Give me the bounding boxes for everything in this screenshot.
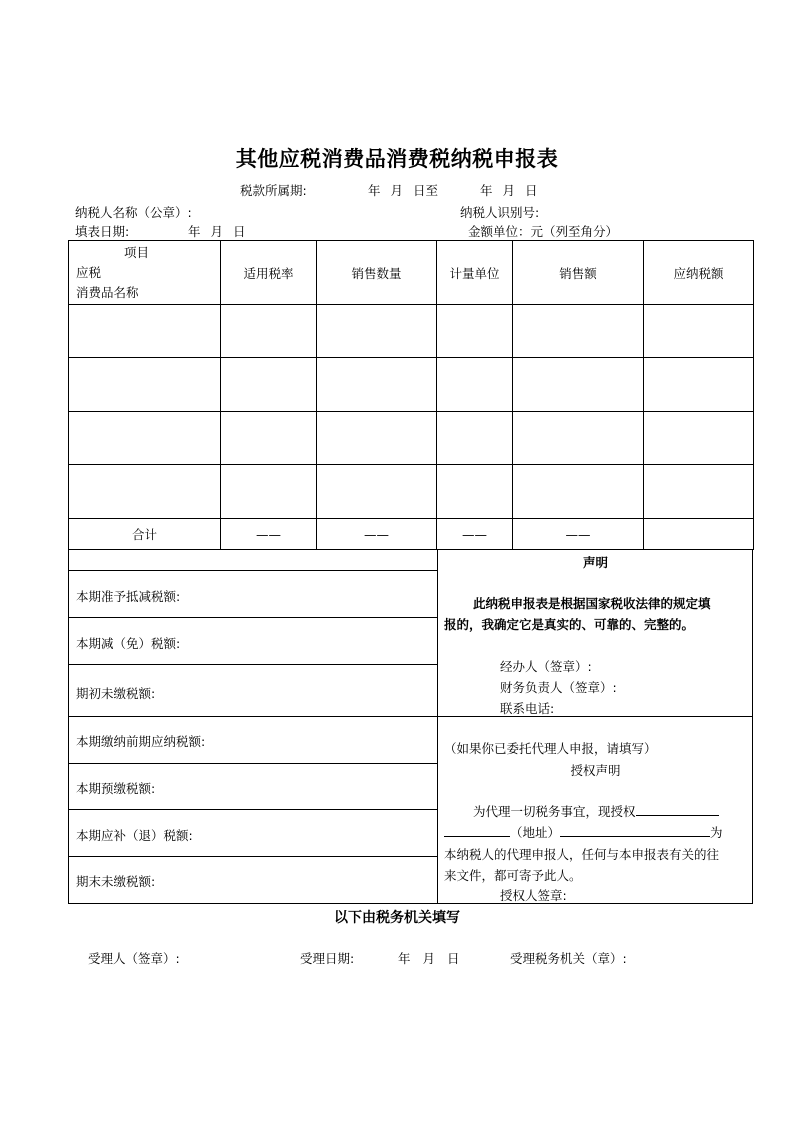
blank-row <box>69 549 437 571</box>
table-cell[interactable] <box>644 465 754 519</box>
list-item[interactable] <box>69 571 437 618</box>
table-cell[interactable] <box>513 412 644 465</box>
authorization-line-2 <box>444 823 723 841</box>
total-row <box>69 519 754 550</box>
receive-date-label: 受理日期: <box>300 951 355 966</box>
authorization-line-3: 本纳税人的代理申报人，任何与本申报表有关的往 <box>444 847 720 862</box>
table-cell[interactable] <box>221 305 317 358</box>
table-cell[interactable] <box>69 305 221 358</box>
header-tax-payable: 应纳税额 <box>644 241 754 305</box>
table-cell[interactable] <box>221 465 317 519</box>
period-label: 税款所属期: <box>240 183 307 198</box>
header-unit: 计量单位 <box>437 241 513 305</box>
total-sales-amount: —— <box>513 519 644 550</box>
authorization-line-1 <box>473 802 719 820</box>
table-cell[interactable] <box>317 412 437 465</box>
table-header-row <box>69 241 754 305</box>
list-item[interactable] <box>69 810 437 857</box>
header-item-bottom: 消费品名称 <box>76 284 139 300</box>
total-label: 合计 <box>69 519 221 550</box>
table-cell[interactable] <box>644 412 754 465</box>
table-cell[interactable] <box>513 465 644 519</box>
header-sales-quantity: 销售数量 <box>317 241 437 305</box>
declaration-text-1: 此纳税申报表是根据国家税收法律的规定填 <box>473 596 711 611</box>
prepaid-tax-label: 本期预缴税额: <box>76 781 156 796</box>
table-cell[interactable] <box>437 358 513 412</box>
total-tax-payable[interactable] <box>644 519 754 550</box>
authorizer-signature-label: 授权人签章: <box>500 888 567 903</box>
finance-head-label: 财务负责人（签章）: <box>500 680 617 695</box>
header-item-cell <box>69 241 221 305</box>
header-item-top: 项目 <box>124 244 150 260</box>
lower-section <box>68 549 753 904</box>
table-cell[interactable] <box>644 358 754 412</box>
total-tax-rate: —— <box>221 519 317 550</box>
list-item[interactable] <box>69 717 437 764</box>
declaration-heading: 声明 <box>582 555 608 570</box>
authorization-box <box>438 716 753 903</box>
total-sales-quantity: —— <box>317 519 437 550</box>
table-cell[interactable] <box>69 465 221 519</box>
receiver-label: 受理人（签章）: <box>88 951 180 966</box>
prior-tax-paid-label: 本期缴纳前期应纳税额: <box>76 734 206 749</box>
table-cell[interactable] <box>69 412 221 465</box>
table-cell[interactable] <box>221 412 317 465</box>
list-item[interactable] <box>69 764 437 810</box>
address-label: （地址） <box>510 825 561 840</box>
declaration-column <box>438 549 753 903</box>
footer-heading: 以下由税务机关填写 <box>334 910 460 926</box>
declaration-text-2: 报的，我确定它是真实的、可靠的、完整的。 <box>444 617 695 632</box>
table-cell[interactable] <box>317 305 437 358</box>
handler-label: 经办人（签章）: <box>500 659 592 674</box>
total-unit: —— <box>437 519 513 550</box>
tax-items-column <box>69 549 438 903</box>
tax-due-refund-label: 本期应补（退）税额: <box>76 828 193 843</box>
table-cell[interactable] <box>437 465 513 519</box>
tax-table <box>68 240 754 550</box>
receive-date-value: 年 月 日 <box>398 951 460 966</box>
taxpayer-name-label: 纳税人名称（公章）: <box>75 205 192 220</box>
opening-unpaid-label: 期初未缴税额: <box>76 686 156 701</box>
declaration-box <box>438 549 753 717</box>
table-row <box>69 358 754 412</box>
table-cell[interactable] <box>437 305 513 358</box>
table-cell[interactable] <box>513 305 644 358</box>
fill-date-value: 年 月 日 <box>188 224 246 239</box>
table-cell[interactable] <box>644 305 754 358</box>
deductible-tax-label: 本期准予抵减税额: <box>76 589 181 604</box>
closing-unpaid-label: 期末未缴税额: <box>76 874 156 889</box>
header-sales-amount: 销售额 <box>513 241 644 305</box>
table-cell[interactable] <box>221 358 317 412</box>
reduced-tax-label: 本期减（免）税额: <box>76 636 181 651</box>
table-cell[interactable] <box>69 358 221 412</box>
table-row <box>69 412 754 465</box>
table-row <box>69 465 754 519</box>
currency-unit: 金额单位：元（列至角分） <box>468 224 619 239</box>
address-blank[interactable] <box>560 824 710 837</box>
list-item[interactable] <box>69 857 437 903</box>
taxpayer-id-label: 纳税人识别号: <box>460 205 540 220</box>
table-cell[interactable] <box>513 358 644 412</box>
phone-label: 联系电话: <box>500 701 555 716</box>
list-item[interactable] <box>69 665 437 717</box>
tax-authority-label: 受理税务机关（章）: <box>510 951 627 966</box>
fill-date-label: 填表日期: <box>75 224 130 239</box>
table-cell[interactable] <box>437 412 513 465</box>
agent-name-blank[interactable] <box>636 803 719 816</box>
period-from: 年 月 日至 <box>368 183 438 198</box>
header-item-mid: 应税 <box>76 264 102 280</box>
list-item[interactable] <box>69 618 437 665</box>
authorization-note: （如果你已委托代理人申报，请填写） <box>444 741 657 756</box>
authorization-text-1: 为代理一切税务事宜，现授权 <box>473 804 636 819</box>
header-tax-rate: 适用税率 <box>221 241 317 305</box>
authorization-heading: 授权声明 <box>570 763 621 778</box>
table-row <box>69 305 754 358</box>
authorization-text-2: 为 <box>710 825 723 840</box>
page-title: 其他应税消费品消费税纳税申报表 <box>235 146 559 171</box>
authorization-line-4: 来文件，都可寄予此人。 <box>444 868 582 883</box>
period-to: 年 月 日 <box>480 183 538 198</box>
agent-name-blank-2[interactable] <box>444 824 510 837</box>
table-cell[interactable] <box>317 465 437 519</box>
table-cell[interactable] <box>317 358 437 412</box>
